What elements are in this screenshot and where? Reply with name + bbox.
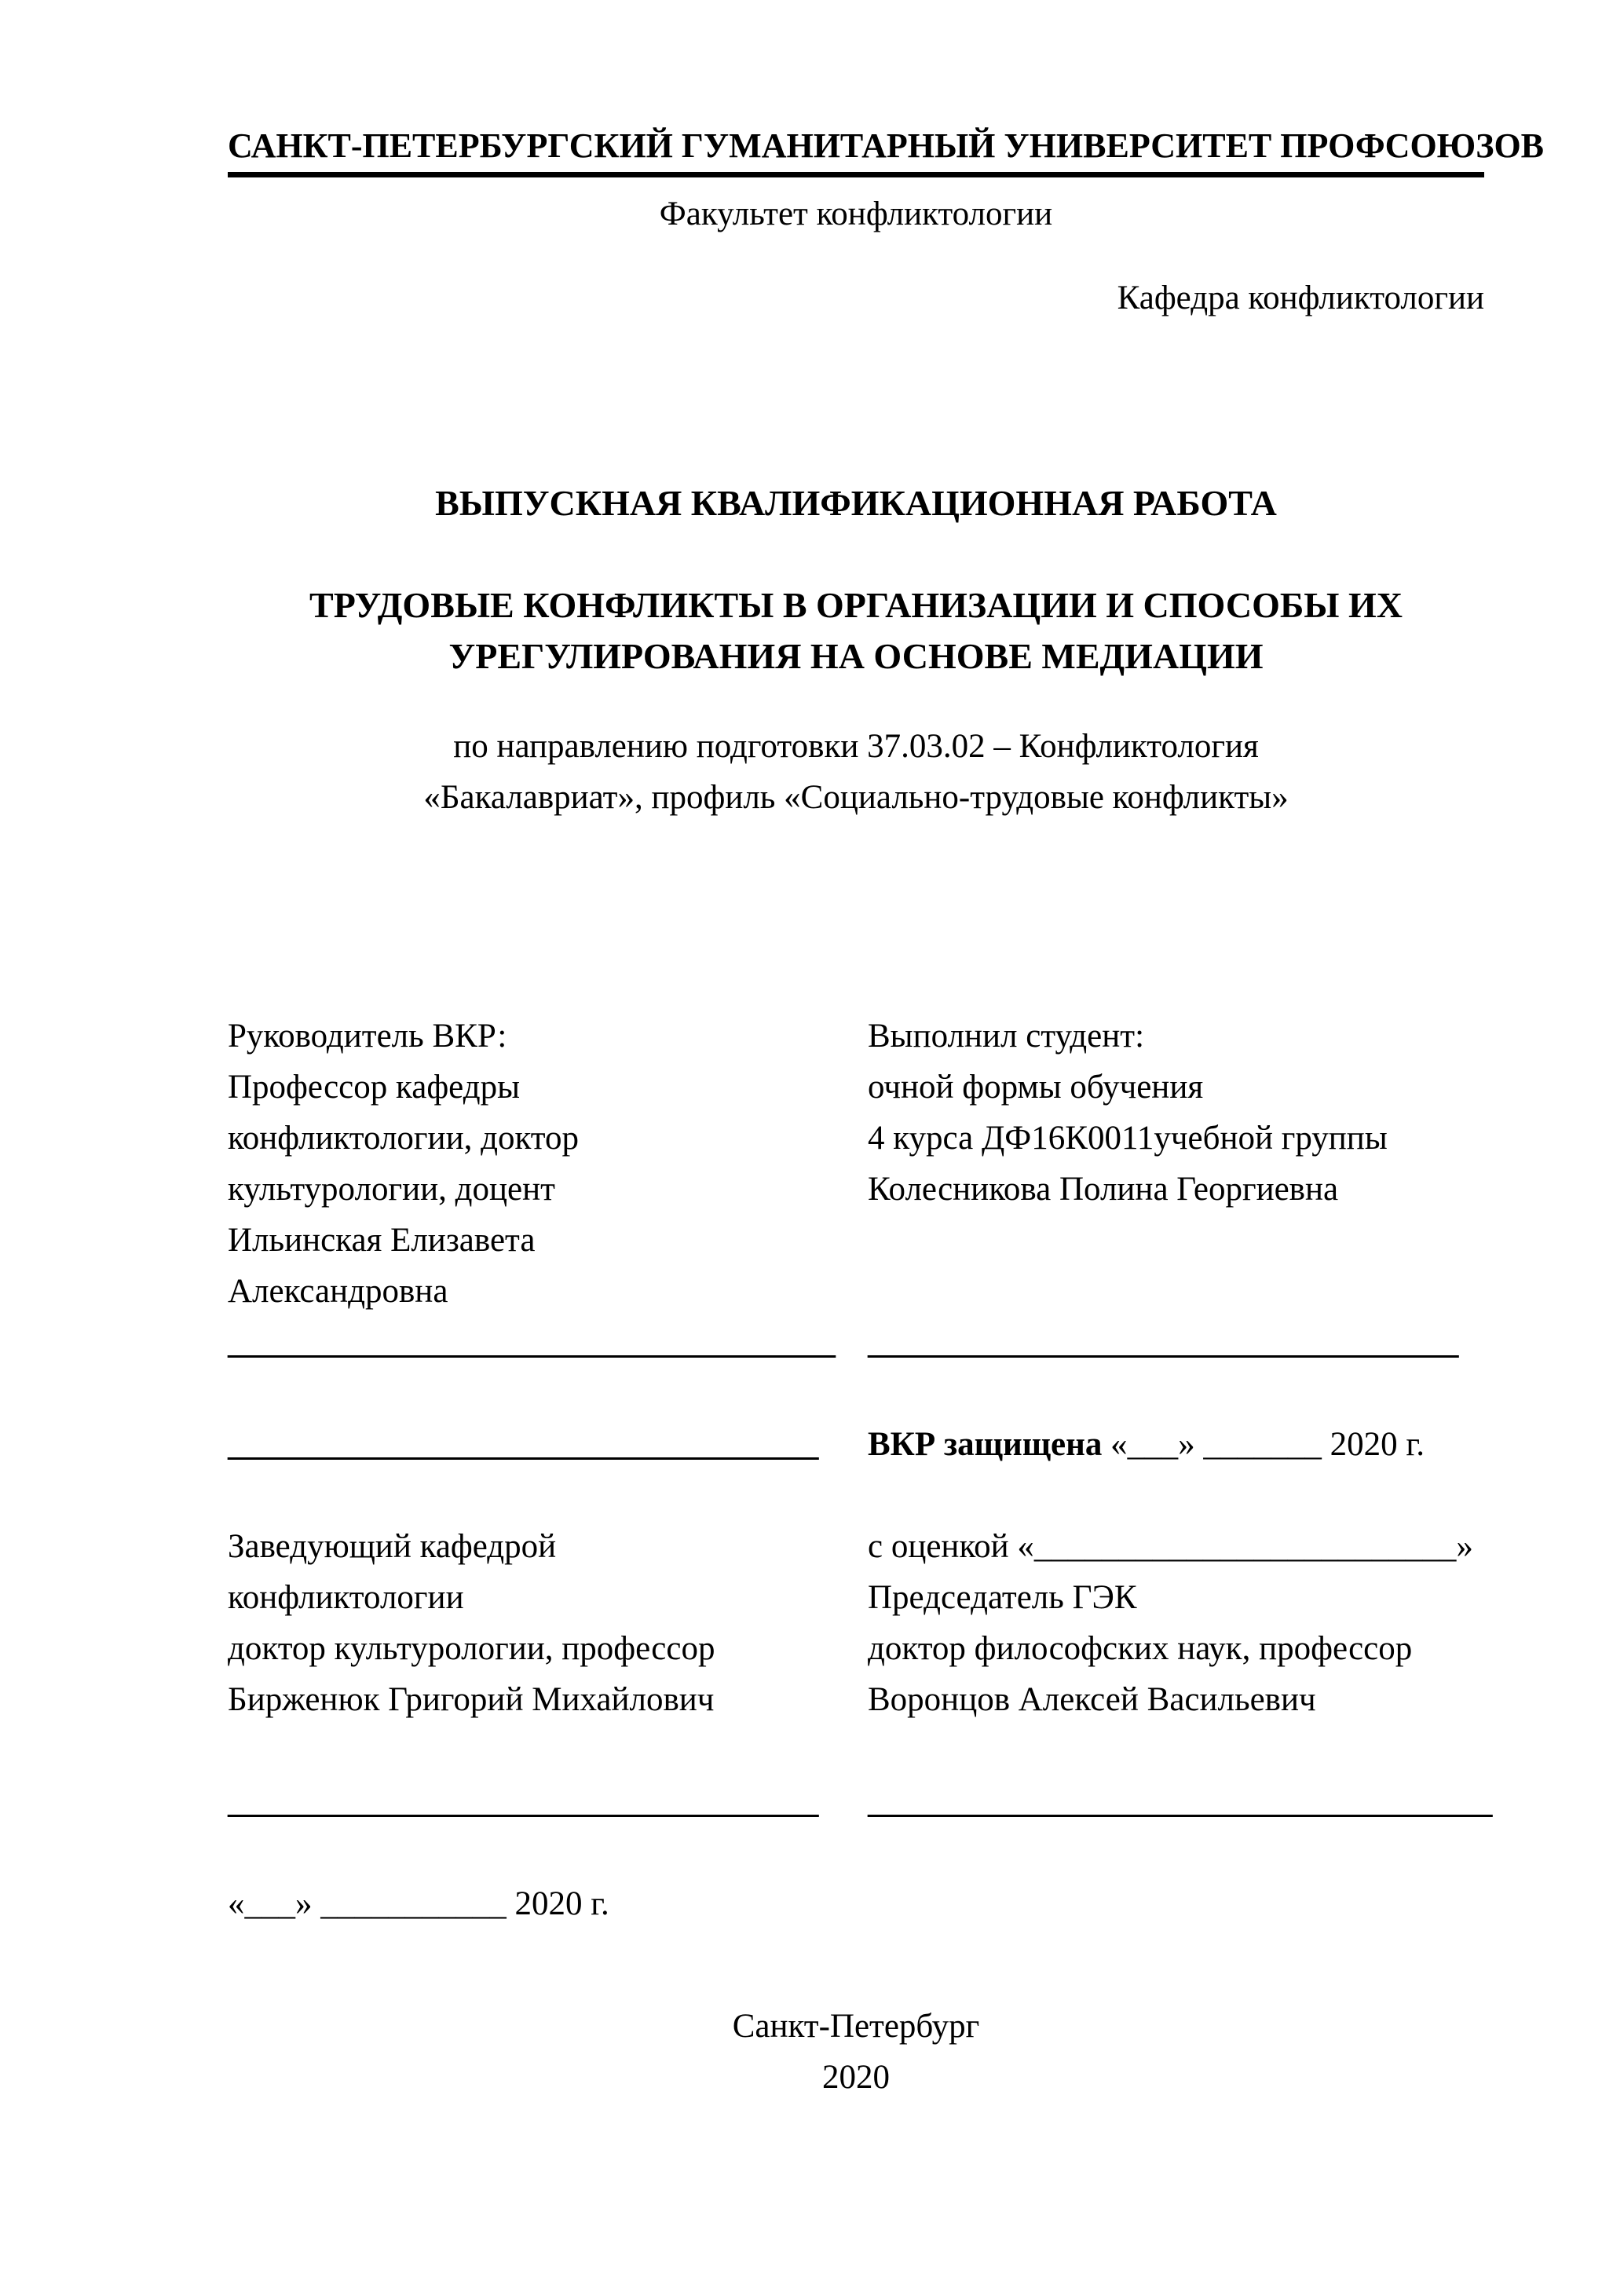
head-signature-line-top: ___________________________________	[228, 1426, 819, 1463]
head-signature-line-bottom: ___________________________________	[228, 1783, 819, 1820]
supervisor-position-line-3: культурологии, доцент	[228, 1171, 555, 1208]
supervisor-column	[228, 1011, 872, 1929]
supervisor-position-line-2: конфликтологии, доктор	[228, 1120, 580, 1157]
defense-grade-line: с оценкой «_________________________»	[868, 1528, 1473, 1565]
student-name: Колесникова Полина Георгиевна	[868, 1171, 1339, 1208]
work-type-title: ВЫПУСКНАЯ КВАЛИФИКАЦИОННАЯ РАБОТА	[435, 483, 1277, 523]
student-column	[868, 1011, 1590, 1827]
supervisor-position-line-1: Профессор кафедры	[228, 1069, 520, 1106]
footer-year: 2020	[822, 2059, 890, 2096]
student-signature-line: ___________________________________	[868, 1324, 1459, 1361]
department-name: Кафедра конфликтологии	[1117, 280, 1484, 316]
head-name: Бирженюк Григорий Михайлович	[228, 1681, 715, 1718]
head-position-line-3: доктор культурологии, профессор	[228, 1630, 715, 1667]
program-profile: «Бакалавриат», профиль «Социально-трудовые конфликты»	[423, 779, 1289, 816]
supervisor-name-line-1: Ильинская Елизавета	[228, 1222, 536, 1259]
chairman-signature-line: _____________________________________	[868, 1783, 1493, 1820]
supervisor-name-line-2: Александровна	[228, 1273, 448, 1310]
defense-date-label: ВКР защищена	[868, 1426, 1103, 1463]
thesis-title-line-1: ТРУДОВЫЕ КОНФЛИКТЫ В ОРГАНИЗАЦИИ И СПОСОБЫ ИХ	[309, 585, 1403, 625]
faculty-name: Факультет конфликтологии	[659, 196, 1053, 232]
defense-date-blanks: «___» _______ 2020 г.	[1102, 1426, 1425, 1463]
program-info	[228, 721, 1484, 823]
student-label: Выполнил студент:	[868, 1018, 1145, 1055]
thesis-title-line-2: УРЕГУЛИРОВАНИЯ НА ОСНОВЕ МЕДИАЦИИ	[448, 636, 1264, 676]
head-position-line-1: Заведующий кафедрой	[228, 1528, 557, 1565]
university-name: САНКТ-ПЕТЕРБУРГСКИЙ ГУМАНИТАРНЫЙ УНИВЕРСИТЕТ ПРОФСОЮЗОВ	[228, 124, 1484, 177]
supervisor-label: Руководитель ВКР:	[228, 1018, 507, 1055]
footer-city: Санкт-Петербург	[732, 2008, 980, 2045]
program-direction: по направлению подготовки 37.03.02 – Конфликтология	[453, 728, 1259, 765]
thesis-title	[228, 579, 1484, 682]
chairman-label: Председатель ГЭК	[868, 1579, 1137, 1616]
supervisor-signature-line: ____________________________________	[228, 1324, 836, 1361]
defense-date-line	[868, 1419, 1590, 1470]
footer	[228, 2001, 1484, 2103]
chairman-position: доктор философских наук, профессор	[868, 1630, 1413, 1667]
student-group-line: 4 курса ДФ16К0011учебной группы	[868, 1120, 1388, 1157]
student-form-line: очной формы обучения	[868, 1069, 1204, 1106]
chairman-name: Воронцов Алексей Васильевич	[868, 1681, 1316, 1718]
head-date-line: «___» ___________ 2020 г.	[228, 1885, 609, 1922]
head-position-line-2: конфликтологии	[228, 1579, 464, 1616]
